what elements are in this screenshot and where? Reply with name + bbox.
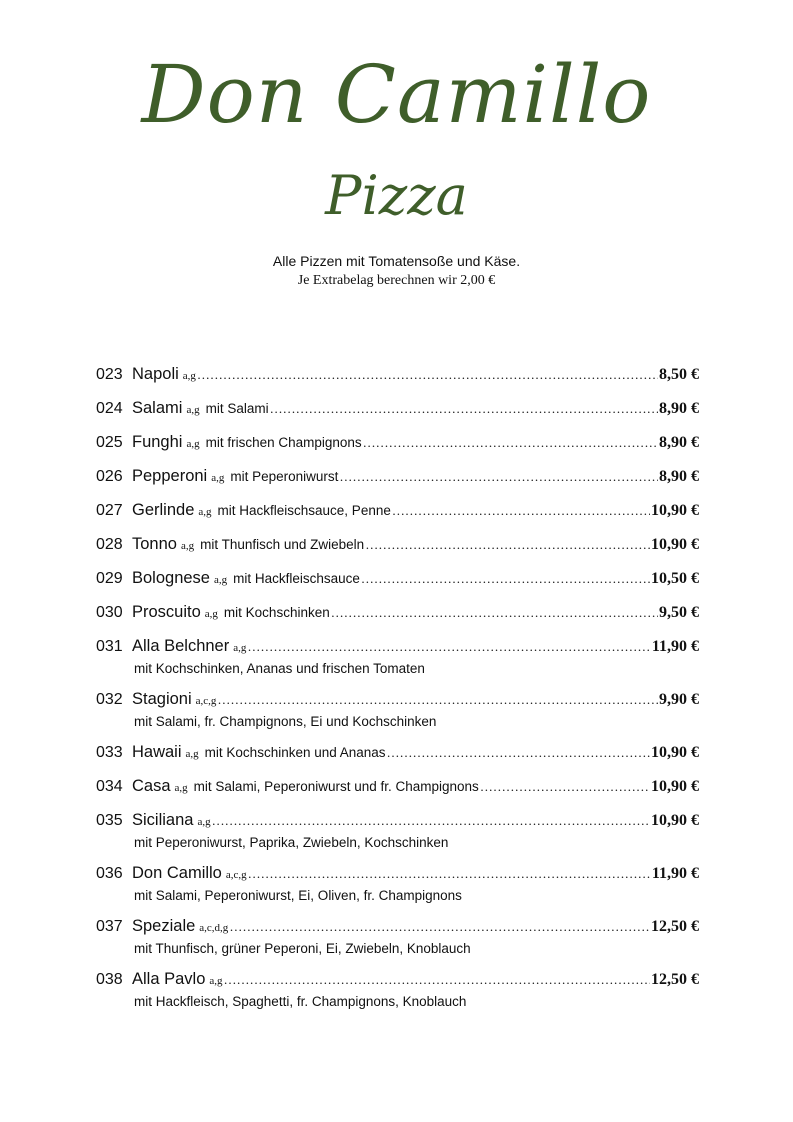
allergen-codes: a,g [211,472,225,484]
item-description: mit Kochschinken und Ananas [204,745,386,760]
item-price: 8,90 € [659,400,699,417]
item-name: Hawaii [132,743,182,761]
item-price: 10,90 € [651,812,699,829]
allergen-codes: a,c,d,g [199,922,229,934]
item-description: mit Salami, Peperoniwurst und fr. Champignons [193,779,479,794]
item-ingredients: mit Salami, fr. Champignons, Ei und Kochschinken [134,714,437,729]
menu-item-row [96,637,699,659]
menu-item [96,690,699,731]
menu-item [96,535,699,557]
allergen-codes: a,g [204,608,218,620]
menu-item-row [96,811,699,833]
dot-leader [247,639,651,655]
menu-item [96,917,699,958]
menu-item-row [96,399,699,421]
item-name: Salami [132,399,183,417]
item-price: 8,50 € [659,366,699,383]
dot-leader [480,779,650,795]
dot-leader [229,919,650,935]
item-ingredients: mit Hackfleisch, Spaghetti, fr. Champignons, Knoblauch [134,994,467,1009]
menu-item-row [96,690,699,712]
item-number: 038 [96,971,123,988]
allergen-codes: a,c,g [195,695,217,707]
menu-item-row [96,433,699,455]
menu-item-row [96,917,699,939]
allergen-codes: a,g [213,574,228,586]
item-price: 11,90 € [651,638,699,655]
dot-leader [248,866,651,882]
dot-leader [363,435,658,451]
item-description: mit Kochschinken [223,605,330,620]
item-name: Tonno [132,535,177,553]
item-number: 030 [96,604,123,621]
menu-item-row [96,365,699,387]
item-price: 8,90 € [659,468,699,485]
item-description: mit Salami [205,401,269,416]
dot-leader [197,367,658,383]
item-price: 10,50 € [651,570,699,587]
item-description: mit Hackfleischsauce, Penne [217,503,391,518]
item-price: 10,90 € [651,536,699,553]
item-name: Speziale [132,917,196,935]
item-number: 029 [96,570,123,587]
menu-item-row [96,569,699,591]
item-ingredients: mit Peperoniwurst, Paprika, Zwiebeln, Kochschinken [134,835,449,850]
item-name: Gerlinde [132,501,195,519]
restaurant-title: Don Camillo [141,48,652,141]
item-number: 031 [96,638,123,655]
menu-item [96,864,699,905]
item-price: 9,50 € [659,604,699,621]
item-number: 035 [96,812,123,829]
menu-item-row [96,864,699,886]
item-number: 034 [96,778,123,795]
dot-leader [270,401,658,417]
menu-item [96,433,699,455]
dot-leader [365,537,650,553]
pizza-menu-list [96,365,699,1023]
item-number: 037 [96,918,123,935]
item-number: 036 [96,865,123,882]
allergen-codes: a,g [185,748,199,760]
dot-leader [392,503,650,519]
menu-item-row [96,501,699,523]
menu-note-line2: Je Extrabelag berechnen wir 2,00 € [297,273,496,288]
dot-leader [339,469,658,485]
item-number: 023 [96,366,123,383]
allergen-codes: a,g [174,782,188,794]
item-description: mit Peperoniwurst [230,469,339,484]
allergen-codes: a,g [198,506,212,518]
allergen-codes: a,g [186,438,200,450]
menu-item-row [96,603,699,625]
dot-leader [224,972,650,988]
menu-item-row [96,777,699,799]
item-name: Siciliana [132,811,194,829]
item-name: Napoli [132,365,179,383]
item-name: Funghi [132,433,183,451]
menu-item [96,603,699,625]
item-ingredients: mit Salami, Peperoniwurst, Ei, Oliven, fr. Champignons [134,888,462,903]
menu-item-row [96,467,699,489]
menu-section-title: Pizza [325,164,468,227]
item-number: 026 [96,468,123,485]
item-price: 12,50 € [651,918,699,935]
menu-item [96,501,699,523]
menu-item [96,569,699,591]
item-description: mit Thunfisch und Zwiebeln [200,537,365,552]
dot-leader [361,571,650,587]
item-price: 10,90 € [651,502,699,519]
menu-note-line1: Alle Pizzen mit Tomatensoße und Käse. [272,253,521,269]
menu-item [96,777,699,799]
allergen-codes: a,g [233,642,247,654]
item-number: 028 [96,536,123,553]
menu-item [96,970,699,1011]
menu-item [96,467,699,489]
item-ingredients: mit Kochschinken, Ananas und frischen Tomaten [134,661,425,676]
allergen-codes: a,c,g [225,869,247,881]
item-name: Don Camillo [132,864,222,882]
menu-item [96,399,699,421]
allergen-codes: a,g [182,370,196,382]
menu-item-row [96,535,699,557]
item-number: 027 [96,502,123,519]
allergen-codes: a,g [186,404,200,416]
item-number: 033 [96,744,123,761]
item-name: Pepperoni [132,467,208,485]
item-name: Alla Pavlo [132,970,206,988]
menu-item [96,743,699,765]
item-name: Alla Belchner [132,637,230,655]
dot-leader [387,745,650,761]
menu-item [96,637,699,678]
dot-leader [331,605,658,621]
item-name: Stagioni [132,690,192,708]
item-price: 10,90 € [651,744,699,761]
item-price: 8,90 € [659,434,699,451]
menu-item-row [96,743,699,765]
item-description: mit frischen Champignons [205,435,362,450]
item-ingredients: mit Thunfisch, grüner Peperoni, Ei, Zwiebeln, Knoblauch [134,941,471,956]
item-number: 025 [96,434,123,451]
item-price: 11,90 € [651,865,699,882]
item-number: 024 [96,400,123,417]
item-name: Bolognese [132,569,210,587]
item-price: 9,90 € [659,691,699,708]
item-number: 032 [96,691,123,708]
menu-item [96,811,699,852]
allergen-codes: a,g [209,975,223,987]
menu-item [96,365,699,387]
item-price: 12,50 € [651,971,699,988]
item-price: 10,90 € [651,778,699,795]
item-name: Proscuito [132,603,201,621]
dot-leader [217,692,658,708]
allergen-codes: a,g [180,540,195,552]
menu-item-row [96,970,699,992]
dot-leader [212,813,650,829]
allergen-codes: a,g [197,816,211,828]
item-description: mit Hackfleischsauce [233,571,360,586]
item-name: Casa [132,777,171,795]
